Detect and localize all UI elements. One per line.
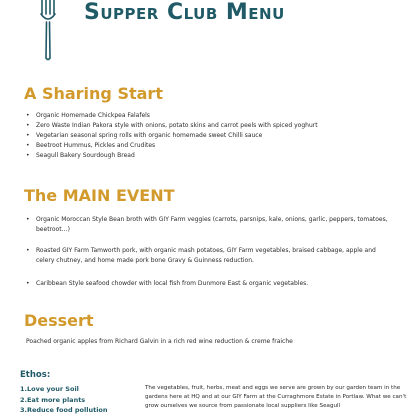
sharing-item: • Organic Homemade Chickpea Falafels: [26, 111, 396, 121]
dessert-description: Poached organic apples from Richard Galvin in a rich red wine reduction & creme fraiche: [26, 338, 293, 345]
ethos-title: Ethos:: [20, 370, 51, 380]
fork-icon: [38, 0, 58, 62]
ethos-point: 1.Love your Soil: [20, 385, 79, 393]
main-section-title: The MAIN EVENT: [24, 186, 175, 205]
sharing-item: • Beetroot Hummus, Pickles and Crudites: [26, 141, 396, 151]
ethos-point: 2.Eat more plants: [20, 395, 86, 404]
sharing-section-title: A Sharing Start: [24, 84, 163, 103]
page-title: Supper Club Menu: [84, 0, 285, 25]
main-item: • Organic Moroccan Style Bean broth with GIY Farm veggies (carrots, parsnips, kale, onions, garlic, peppers, tomatoes, beetroot…): [26, 215, 396, 235]
main-item: • Roasted GIY Farm Tamworth pork, with organic mash potatoes, GIY Farm vegetables, braised cabbage, apple and celery chutney, and home made pork bone Gravy & Guinness reduction.: [26, 246, 396, 266]
ethos-point: 3.Reduce food pollution: [20, 406, 108, 414]
main-item: • Caribbean Style seafood chowder with local fish from Dunmore East & organic vegetables.: [26, 279, 396, 289]
sharing-item: • Zero Waste Indian Pakora style with onions, potato skins and carrot peels with spiced yoghurt: [26, 121, 396, 131]
sharing-item: • Seagull Bakery Sourdough Bread: [26, 151, 396, 161]
sharing-items-list: [26, 111, 396, 161]
main-items-list: [26, 215, 396, 289]
dessert-section-title: Dessert: [24, 311, 94, 330]
sharing-item: • Vegetarian seasonal spring rolls with organic homemade sweet Chilli sauce: [26, 131, 396, 141]
ethos-points-list: [20, 384, 108, 416]
ethos-description: The vegetables, fruit, herbs, meat and eggs we serve are grown by our garden team in the gardens here at HQ and at our GIY Farm at the Curraghmore Estate in Portlaw. What we can't grow ourselves we source from passionate local suppliers like Seagull: [145, 385, 407, 409]
